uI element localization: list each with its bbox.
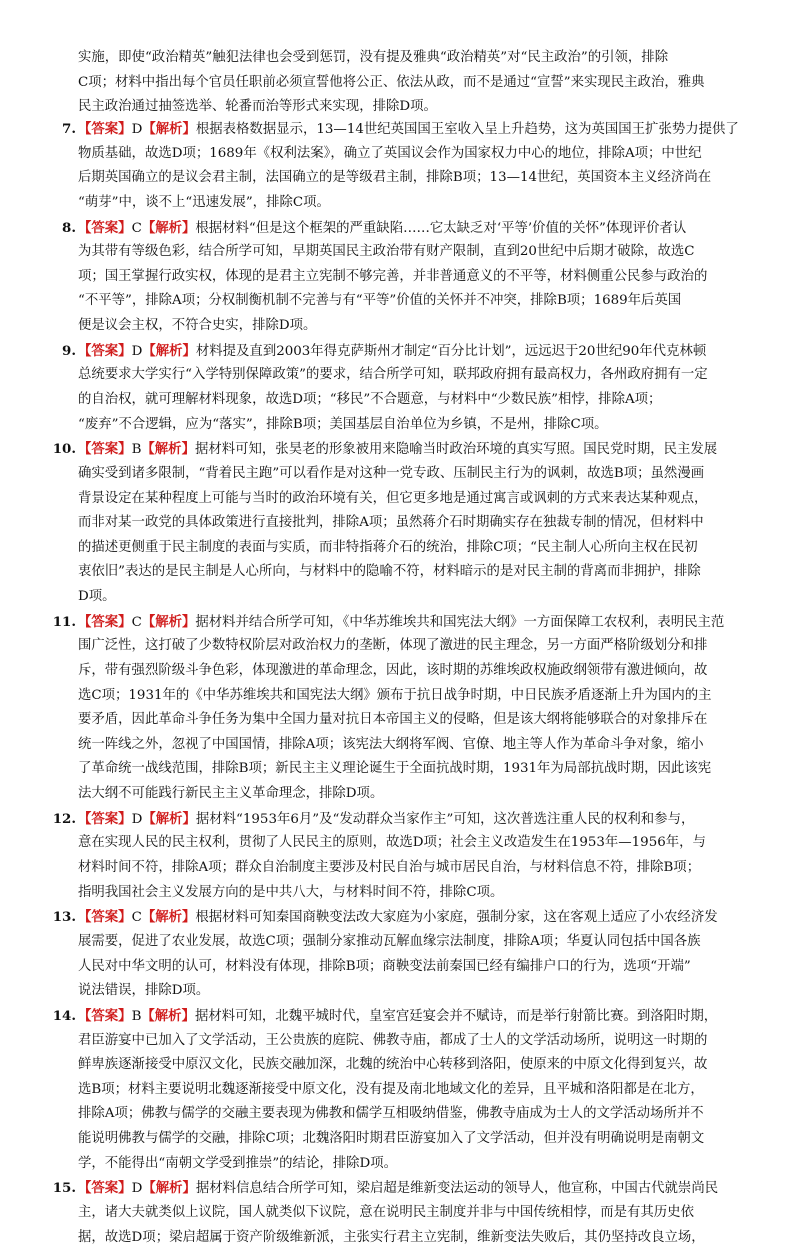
text-line: [78, 1152, 750, 1177]
line-text: 项；国王掌握行政实权，体现的是君主立宪制不够完善，并非普通意义的不平等，材料侧重公民参与政治的: [78, 268, 708, 284]
text-line: [78, 733, 750, 758]
text-line: [78, 757, 750, 782]
line-text: 材料时间不符，排除A项；群众自治制度主要涉及村民自治与城市居民自治，与材料信息不符，排除B项；: [78, 859, 701, 875]
analysis-label: 【解析】: [142, 342, 196, 359]
text-line: [78, 142, 750, 167]
text-line: [78, 1102, 750, 1127]
answer-body: [78, 1004, 750, 1176]
text-line: [78, 216, 750, 241]
answer-choice: C: [131, 220, 142, 236]
text-line: [78, 265, 750, 290]
line-text: 围广泛性，这打破了少数特权阶层对政治权力的垄断，体现了激进的民主理念，另一方面严格阶级划分和排: [78, 638, 708, 654]
line-text: 据材料信息结合所学可知，梁启超是维新变法运动的领导人，他宣称，中国古代就崇尚民: [195, 1181, 719, 1197]
answer-choice: B: [131, 1009, 142, 1024]
line-text: 据材料可知，张昊老的形象被用来隐喻当时政治环境的真实写照。国民党时期，民主发展: [194, 442, 718, 458]
line-text: 后期英国确立的是议会君主制，法国确立的是等级君主制，排除B项；13—14世纪，英国资本主义经济尚在: [78, 170, 712, 186]
line-text: 的描述更侧重于民主制度的表面与实质，而非特指蒋介石的统治，排除C项；“民主制人心所向主权在民初: [78, 539, 698, 555]
question-number: 15.: [52, 1180, 76, 1197]
text-line: 实施，即使“政治精英”触犯法律也会受到惩罚，没有提及雅典“政治精英”对“民主政治”的引领，排除: [78, 50, 669, 65]
analysis-label: 【解析】: [141, 441, 195, 458]
text-line: [78, 684, 750, 709]
question-number: 9.: [62, 342, 76, 359]
text-line: [78, 831, 750, 856]
answer-choice: B: [131, 442, 142, 458]
text-line: [78, 1053, 750, 1078]
answer-label: 【答案】: [78, 1180, 132, 1197]
text-line: [78, 1226, 750, 1250]
answer-choice: D: [131, 811, 143, 827]
line-text: 根据材料“但是这个框架的严重缺陷……它太缺乏对‘平等’价值的关怀”体现评价者认: [195, 220, 687, 236]
analysis-label: 【解析】: [141, 909, 196, 926]
question-number: 7.: [62, 121, 76, 137]
analysis-label: 【解析】: [142, 1180, 196, 1197]
line-text: “废弃”不合逻辑，应为“落实”，排除B项；美国基层自治单位为乡镇，不是州，排除C项。: [78, 416, 608, 432]
text-line: C项；材料中指出每个官员任职前必须宣誓他将公正、依法从政，而不是通过“宣誓”来实现民主政治，雅典: [78, 74, 705, 90]
text-line: [78, 487, 750, 512]
analysis-label: 【解析】: [142, 810, 196, 827]
text-line: [78, 413, 750, 438]
line-text: 据材料并结合所学可知，《中华苏维埃共和国宪法大纲》一方面保障工农权利，表明民主范: [195, 614, 725, 630]
line-text: 而非对某一政党的具体政策进行直接批判，排除A项；虽然蒋介石时期确实存在独裁专制的情况，但材料中: [78, 515, 704, 531]
text-line: [78, 560, 750, 585]
answer-label: 【答案】: [78, 613, 132, 630]
text-line: [78, 807, 750, 832]
question-number: 14.: [52, 1008, 76, 1024]
text-line: [78, 585, 750, 610]
answer-body: [78, 807, 750, 905]
text-line: [78, 930, 750, 955]
line-text: 主，诸大夫就类似上议院，国人就类似下议院，意在说明民主制度并非与中国传统相悖，而是有其历史依: [78, 1204, 694, 1220]
text-line: [78, 240, 750, 265]
text-line: [78, 1029, 750, 1054]
line-text: “萌芽”中，谈不上“迅速发展”，排除C项。: [78, 194, 330, 210]
line-text: 据材料可知，北魏平城时代，皇室宫廷宴会并不赋诗，而是举行射箭比赛。到洛阳时期，: [194, 1009, 718, 1024]
line-text: 法大纲不可能践行新民主主义革命理念，排除D项。: [78, 785, 384, 801]
line-text: 学，不能得出“南朝文学受到推崇”的结论，排除D项。: [78, 1155, 398, 1171]
text-line: [78, 388, 750, 413]
text-line: [78, 1176, 750, 1201]
line-text: 能说明佛教与儒学的交融，排除C项；北魏洛阳时期君臣游宴加入了文学活动，但并没有明确说明是南朝文: [78, 1130, 705, 1146]
text-line: [78, 610, 750, 635]
text-line: [78, 117, 750, 142]
analysis-label: 【解析】: [141, 1008, 195, 1024]
answer-body: [78, 339, 750, 437]
line-text: 物质基础，故选D项；1689年《权利法案》，确立了英国议会作为国家权力中心的地位，排除A项；中世纪: [78, 145, 702, 161]
line-text: 展需要，促进了农业发展，故选C项；强制分家推动瓦解血缘宗法制度，排除A项；华夏认同包括中国各族: [78, 933, 701, 949]
answer-label: 【答案】: [78, 121, 132, 137]
text-line: [78, 191, 750, 216]
text-line: [78, 905, 750, 930]
answer-label: 【答案】: [78, 1008, 132, 1024]
text-line: 民主政治通过抽签选举、轮番而治等形式来实现，排除D项。: [78, 99, 437, 115]
text-line: [78, 634, 750, 659]
text-line: [78, 1004, 750, 1029]
line-text: 背景设定在某种程度上可能与当时的政治环境有关，但它更多地是通过寓言或讽刺的方式来表达某种观点，: [78, 490, 708, 506]
line-text: 据材料“1953年6月”及“发动群众当家作主”可知，这次普选注重人民的权利和参与，: [195, 811, 695, 827]
line-text: 选C项；1931年的《中华苏维埃共和国宪法大纲》颁布于抗日战争时期，中日民族矛盾逐渐上升为国内的主: [78, 687, 712, 703]
text-line: [78, 1201, 750, 1226]
answer-choice: D: [131, 343, 143, 359]
question-number: 10.: [52, 441, 76, 458]
line-text: 要矛盾，因此革命斗争任务为集中全国力量对抗日本帝国主义的侵略，但是该大纲将能够联合的对象排斥在: [78, 712, 708, 728]
line-text: 了革命统一战线范围，排除B项；新民主主义理论诞生于全面抗战时期，1931年为局部抗战时期，因此该宪: [78, 761, 712, 777]
answer-choice: C: [131, 614, 142, 630]
text-line: [78, 511, 750, 536]
answer-label: 【答案】: [78, 909, 132, 926]
line-text: 说法错误，排除D项。: [78, 983, 210, 999]
line-text: D项。: [78, 588, 116, 604]
analysis-label: 【解析】: [141, 219, 196, 236]
answer-choice: D: [131, 1181, 143, 1197]
line-text: 选B项；材料主要说明北魏逐渐接受中原文化，没有提及南北地域文化的差异，且平城和洛阳都是在北方，: [78, 1081, 704, 1097]
text-line: [78, 314, 750, 339]
line-text: 人民对中华文明的认可，材料没有体现，排除B项；商鞅变法前秦国已经有编排户口的行为，选项“开端”: [78, 958, 691, 974]
answer-body: [78, 610, 750, 807]
previous-answer-continuation: [78, 46, 750, 120]
line-text: “不平等”，排除A项；分权制衡机制不完善与有“平等”价值的关怀并不冲突，排除B项；1689年后英国: [78, 293, 682, 309]
line-text: 材料提及直到2003年得克萨斯州才制定“百分比计划”，远远迟于20世纪90年代克林顿: [195, 343, 707, 359]
text-line: [78, 955, 750, 980]
line-text: 统一阵线之外，忽视了中国国情，排除A项；该宪法大纲将军阀、官僚、地主等人作为革命斗争对象，缩小: [78, 736, 704, 752]
line-text: 衷依旧”表达的是民主制是人心所向，与材料中的隐喻不符，材料暗示的是对民主制的背离而非拥护，排除: [78, 564, 701, 580]
text-line: [78, 708, 750, 733]
question-number: 11.: [52, 613, 76, 630]
text-line: [78, 339, 750, 364]
line-text: 意在实现人民的民主权利，贯彻了人民民主的原则，故选D项；社会主义改造发生在1953年—1956年，与: [78, 835, 706, 851]
line-text: 的自治权，就可理解材料现象，故选D项；“移民”不合题意，与材料中“少数民族”相悖，排除A项；: [78, 391, 662, 407]
question-number: 13.: [52, 909, 76, 926]
line-text: 总统要求大学实行“入学特别保障政策”的要求，结合所学可知，联邦政府拥有最高权力，各州政府拥有一定: [78, 367, 708, 383]
line-text: 斥，带有强烈阶级斗争色彩，体现激进的革命理念，因此，该时期的苏维埃政权施政纲领带有激进倾向，故: [78, 662, 708, 678]
text-line: [78, 363, 750, 388]
line-text: 为其带有等级色彩，结合所学可知，早期英国民主政治带有财产限制，直到20世纪中后期才破除，故选C: [78, 244, 695, 260]
line-text: 便是议会主权，不符合史实，排除D项。: [78, 317, 317, 333]
text-line: [78, 659, 750, 684]
answer-label: 【答案】: [78, 441, 132, 458]
analysis-label: 【解析】: [141, 613, 196, 630]
text-line: [78, 289, 750, 314]
question-number: 12.: [52, 810, 76, 827]
text-line: [78, 1078, 750, 1103]
line-text: 指明我国社会主义发展方向的是中共八大，与材料时间不符，排除C项。: [78, 884, 504, 900]
answer-body: [78, 905, 750, 1003]
answer-body: [78, 437, 750, 609]
line-text: 鲜卑族逐渐接受中原汉文化，民族交融加深，北魏的统治中心转移到洛阳，使原来的中原文化得到复兴，故: [78, 1057, 708, 1073]
text-line: [78, 536, 750, 561]
analysis-label: 【解析】: [142, 121, 196, 137]
answer-choice: C: [131, 910, 142, 926]
question-number: 8.: [62, 219, 76, 236]
text-line: [78, 856, 750, 881]
text-line: [78, 979, 750, 1004]
text-line: [78, 881, 750, 906]
answer-label: 【答案】: [78, 219, 132, 236]
answer-body: [78, 117, 750, 215]
answer-label: 【答案】: [78, 342, 132, 359]
text-line: [78, 462, 750, 487]
text-line: [78, 782, 750, 807]
line-text: 排除A项；佛教与儒学的交融主要表现为佛教和儒学互相吸纳借鉴，佛教寺庙成为士人的文学活动场所并不: [78, 1106, 704, 1122]
line-text: 确实受到诸多限制，“背着民主跑”可以看作是对这种一党专政、压制民主行为的讽刺，故选B项；虽然漫画: [78, 465, 705, 481]
answer-body: [78, 216, 750, 339]
text-line: [78, 1127, 750, 1152]
text-line: [78, 166, 750, 191]
answer-body: [78, 1176, 750, 1250]
line-text: 根据材料可知秦国商鞅变法改大家庭为小家庭，强制分家，这在客观上适应了小农经济发: [195, 910, 718, 926]
answer-choice: D: [131, 122, 143, 137]
line-text: 君臣游宴中已加入了文学活动，王公贵族的庭院、佛教寺庙，都成了士人的文学活动场所，说明这一时期的: [78, 1032, 708, 1048]
text-line: [78, 437, 750, 462]
answer-label: 【答案】: [78, 810, 132, 827]
line-text: 据，故选D项；梁启超属于资产阶级维新派，主张实行君主立宪制，维新变法失败后，其仍坚持改良立场，: [78, 1229, 705, 1245]
line-text: 根据表格数据显示，13—14世纪英国国王室收入呈上升趋势，这为英国国王扩张势力提供了: [195, 122, 739, 137]
